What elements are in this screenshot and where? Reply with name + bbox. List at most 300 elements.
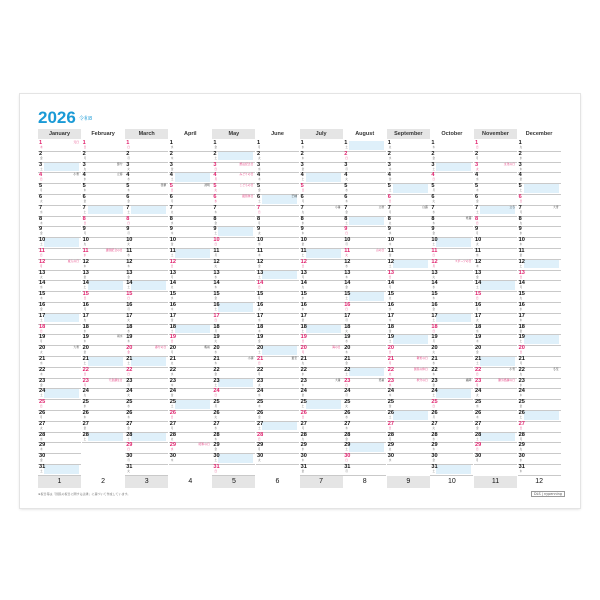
day-number: 22 xyxy=(300,366,307,373)
saturday-highlight xyxy=(393,411,428,420)
month-number-footer: 8 xyxy=(362,477,367,485)
weekday-label: 日 xyxy=(476,448,479,452)
day-number: 25 xyxy=(126,399,133,406)
day-number: 8 xyxy=(344,215,348,222)
day-number: 2 xyxy=(169,150,173,157)
seasonal-label: 冬至 xyxy=(552,366,559,371)
weekday-label: 水 xyxy=(301,221,305,225)
weekday-label: 火 xyxy=(388,372,392,376)
day-number: 27 xyxy=(387,420,395,427)
day-number: 21 xyxy=(169,356,177,362)
day-number: 3 xyxy=(387,161,391,168)
day-number: 22 xyxy=(169,366,177,373)
weekday-label: 木 xyxy=(432,146,435,149)
weekday-label: 水 xyxy=(127,178,130,182)
weekday-label: 火 xyxy=(432,426,435,430)
day-number: 29 xyxy=(300,442,307,449)
holiday-label: 秋分の日 xyxy=(416,377,428,382)
weekday-label: 水 xyxy=(214,275,217,279)
weekday-label: 木 xyxy=(170,383,174,387)
day-number: 16 xyxy=(213,302,220,308)
weekday-label: 日 xyxy=(388,200,392,203)
weekday-label: 日 xyxy=(258,210,261,214)
weekday-label: 金 xyxy=(258,340,261,344)
day-number: 28 xyxy=(257,431,264,438)
weekday-label: 火 xyxy=(476,394,479,398)
weekday-label: 日 xyxy=(388,351,392,355)
weekday-label: 金 xyxy=(301,470,305,473)
weekday-label: 日 xyxy=(301,416,305,419)
saturday-highlight xyxy=(88,357,123,366)
day-number: 18 xyxy=(518,323,525,330)
day-number: 30 xyxy=(344,453,351,460)
day-cell[interactable] xyxy=(300,464,343,476)
weekday-label: 金 xyxy=(127,200,130,203)
weekday-label: 月 xyxy=(83,383,87,387)
weekday-label: 月 xyxy=(40,189,43,193)
saturday-highlight xyxy=(349,141,384,150)
day-number: 23 xyxy=(39,377,46,384)
weekday-label: 木 xyxy=(519,318,523,322)
day-number: 2 xyxy=(82,150,86,157)
day-cell[interactable] xyxy=(474,453,517,465)
weekday-label: 金 xyxy=(301,167,305,171)
day-number: 17 xyxy=(300,312,307,319)
day-number: 25 xyxy=(169,399,177,406)
day-number: 2 xyxy=(300,150,304,157)
saturday-highlight xyxy=(393,260,428,269)
weekday-label: 土 xyxy=(170,254,174,257)
weekday-label: 水 xyxy=(258,318,261,322)
weekday-label: 日 xyxy=(345,459,348,463)
month-column-august xyxy=(343,129,386,490)
day-number: 28 xyxy=(431,431,438,438)
day-number: 15 xyxy=(126,291,133,298)
weekday-label: 火 xyxy=(83,167,87,171)
day-number: 24 xyxy=(126,388,133,395)
day-number: 6 xyxy=(431,194,435,200)
month-number-footer: 7 xyxy=(300,476,343,488)
day-number: 24 xyxy=(213,388,220,395)
weekday-label: 金 xyxy=(388,178,392,182)
day-number: 14 xyxy=(387,280,395,287)
weekday-label: 木 xyxy=(519,243,523,247)
weekday-label: 土 xyxy=(388,416,392,419)
day-number: 20 xyxy=(344,345,351,352)
weekday-label: 日 xyxy=(301,264,305,268)
day-number: 27 xyxy=(126,420,133,427)
day-number: 17 xyxy=(213,312,220,319)
day-number: 25 xyxy=(39,399,46,406)
weekday-label: 火 xyxy=(519,448,523,452)
weekday-label: 土 xyxy=(258,426,261,430)
day-number: 23 xyxy=(475,377,482,384)
day-number: 20 xyxy=(387,345,395,352)
weekday-label: 土 xyxy=(214,459,217,463)
day-number: 26 xyxy=(387,410,395,416)
month-name: July xyxy=(300,129,343,139)
weekday-label: 金 xyxy=(432,232,435,236)
day-number: 15 xyxy=(344,291,351,298)
weekday-label: 土 xyxy=(170,178,174,182)
month-name: March xyxy=(125,129,168,139)
weekday-label: 日 xyxy=(519,275,523,279)
weekday-label: 月 xyxy=(476,459,479,463)
weekday-label: 月 xyxy=(127,308,130,311)
weekday-label: 日 xyxy=(258,362,261,365)
weekday-label: 木 xyxy=(258,405,261,409)
day-number: 11 xyxy=(126,248,133,254)
weekday-label: 土 xyxy=(432,243,435,247)
weekday-label: 火 xyxy=(519,221,523,225)
weekday-label: 火 xyxy=(83,243,87,247)
weekday-label: 金 xyxy=(345,210,348,214)
day-number: 14 xyxy=(82,280,89,287)
day-number: 19 xyxy=(475,334,482,341)
saturday-highlight xyxy=(44,238,79,247)
day-number: 29 xyxy=(475,442,482,449)
weekday-label: 日 xyxy=(476,146,479,149)
weekday-label: 木 xyxy=(476,264,479,268)
weekday-label: 木 xyxy=(40,146,43,149)
day-number: 13 xyxy=(39,269,46,276)
day-cell[interactable] xyxy=(256,453,299,465)
weekday-label: 木 xyxy=(432,221,435,225)
saturday-highlight xyxy=(44,389,79,398)
weekday-label: 月 xyxy=(432,340,435,344)
weekday-label: 木 xyxy=(127,264,130,268)
day-number: 27 xyxy=(257,420,264,427)
day-number: 11 xyxy=(39,248,45,254)
day-cell[interactable] xyxy=(387,453,430,465)
day-number: 23 xyxy=(82,377,89,384)
day-number: 9 xyxy=(475,226,479,233)
saturday-highlight xyxy=(44,465,79,474)
weekday-label: 金 xyxy=(432,383,435,387)
weekday-label: 月 xyxy=(83,308,87,311)
weekday-label: 火 xyxy=(83,394,87,398)
day-number: 13 xyxy=(213,269,220,276)
weekday-label: 日 xyxy=(301,189,305,193)
day-number: 31 xyxy=(431,464,438,470)
weekday-label: 火 xyxy=(83,318,87,322)
day-number: 8 xyxy=(169,215,173,222)
day-number: 23 xyxy=(387,377,395,384)
weekday-label: 日 xyxy=(83,146,87,149)
weekday-label: 木 xyxy=(258,254,261,257)
weekday-label: 水 xyxy=(258,243,261,247)
day-number: 15 xyxy=(431,291,438,298)
day-number: 16 xyxy=(169,302,177,308)
saturday-highlight xyxy=(524,335,559,344)
day-number: 18 xyxy=(39,323,46,330)
weekday-label: 水 xyxy=(170,146,174,149)
weekday-label: 水 xyxy=(301,372,305,376)
day-number: 6 xyxy=(213,194,217,200)
weekday-label: 金 xyxy=(214,146,217,149)
weekday-label: 土 xyxy=(83,286,87,290)
weekday-label: 木 xyxy=(432,372,435,376)
day-number: 20 xyxy=(475,345,482,352)
weekday-label: 月 xyxy=(170,200,174,203)
weekday-label: 火 xyxy=(214,340,217,344)
day-number: 21 xyxy=(257,356,264,362)
weekday-label: 金 xyxy=(519,254,523,257)
weekday-label: 金 xyxy=(301,318,305,322)
day-number: 10 xyxy=(257,237,264,244)
day-number: 27 xyxy=(82,420,89,427)
weekday-label: 火 xyxy=(170,286,174,290)
day-number: 3 xyxy=(169,161,173,168)
weekday-label: 火 xyxy=(388,146,392,149)
weekday-label: 土 xyxy=(214,308,217,311)
day-number: 17 xyxy=(169,312,177,319)
day-number: 29 xyxy=(39,442,46,449)
weekday-label: 水 xyxy=(476,254,479,257)
month-name: April xyxy=(184,131,197,137)
day-number: 16 xyxy=(300,302,307,308)
weekday-label: 金 xyxy=(127,426,130,430)
weekday-label: 日 xyxy=(519,426,523,430)
day-number: 19 xyxy=(431,334,438,341)
day-number: 17 xyxy=(344,312,351,319)
seasonal-label: 白露 xyxy=(422,204,428,209)
day-number: 10 xyxy=(213,237,220,244)
day-number: 4 xyxy=(300,172,304,179)
day-number: 22 xyxy=(431,366,438,373)
day-cell[interactable] xyxy=(38,464,81,476)
seasonal-label: 立秋 xyxy=(378,204,385,209)
day-cell[interactable] xyxy=(430,464,473,476)
day-number: 24 xyxy=(39,388,46,395)
weekday-label: 木 xyxy=(258,329,261,333)
day-number: 9 xyxy=(126,226,130,233)
day-number: 10 xyxy=(126,237,133,244)
saturday-highlight xyxy=(218,152,253,161)
day-number: 24 xyxy=(344,388,351,395)
weekday-label: 日 xyxy=(388,275,392,279)
weekday-label: 火 xyxy=(519,297,523,301)
day-number: 11 xyxy=(518,248,525,254)
weekday-label: 土 xyxy=(258,351,261,355)
weekday-label: 土 xyxy=(83,210,87,214)
day-number: 6 xyxy=(300,194,304,200)
weekday-label: 火 xyxy=(170,437,174,441)
weekday-label: 金 xyxy=(476,200,479,203)
day-number: 6 xyxy=(475,194,479,200)
day-number: 30 xyxy=(475,453,482,460)
day-number: 27 xyxy=(39,420,46,427)
day-number: 2 xyxy=(344,150,348,157)
weekday-label: 月 xyxy=(519,362,523,365)
day-number: 15 xyxy=(387,291,395,298)
holiday-label: 勤労感謝の日 xyxy=(498,377,515,382)
weekday-label: 木 xyxy=(388,243,392,247)
day-number: 3 xyxy=(257,161,261,168)
weekday-label: 金 xyxy=(214,372,217,376)
weekday-label: 火 xyxy=(388,448,392,452)
day-number: 4 xyxy=(213,172,217,179)
weekday-label: 金 xyxy=(258,264,261,268)
saturday-highlight xyxy=(524,411,559,420)
saturday-highlight xyxy=(218,379,253,388)
weekday-label: 火 xyxy=(345,254,348,257)
day-cell[interactable] xyxy=(343,464,386,476)
day-number: 25 xyxy=(475,399,482,406)
weekday-label: 土 xyxy=(345,448,348,452)
saturday-highlight xyxy=(175,400,210,409)
holiday-label: 春分の日 xyxy=(154,345,167,350)
weekday-label: 水 xyxy=(40,286,43,290)
weekday-label: 金 xyxy=(127,351,130,355)
holiday-label: 建国記念の日 xyxy=(105,248,123,252)
day-number: 1 xyxy=(257,140,261,146)
weekday-label: 木 xyxy=(127,340,130,344)
day-number: 14 xyxy=(431,280,438,287)
weekday-label: 金 xyxy=(40,232,43,236)
weekday-label: 金 xyxy=(476,351,479,355)
weekday-label: 土 xyxy=(432,394,435,398)
day-number: 17 xyxy=(257,312,264,319)
day-number: 4 xyxy=(344,172,348,179)
weekday-label: 日 xyxy=(127,372,130,376)
month-name: November xyxy=(474,129,517,139)
day-cell[interactable] xyxy=(82,432,125,444)
day-number: 1 xyxy=(387,140,391,146)
day-number: 22 xyxy=(257,366,264,373)
saturday-highlight xyxy=(131,206,166,215)
day-number: 20 xyxy=(518,345,525,352)
weekday-label: 火 xyxy=(345,329,348,333)
day-number: 19 xyxy=(213,334,220,341)
day-number: 3 xyxy=(344,161,348,168)
weekday-label: 日 xyxy=(127,448,130,452)
day-number: 3 xyxy=(82,161,86,168)
day-number: 5 xyxy=(518,183,522,190)
weekday-label: 日 xyxy=(214,394,217,398)
weekday-label: 土 xyxy=(476,437,479,441)
weekday-label: 水 xyxy=(170,297,174,301)
weekday-label: 木 xyxy=(301,156,305,160)
weekday-label: 金 xyxy=(83,426,87,430)
day-number: 25 xyxy=(518,399,525,406)
saturday-highlight xyxy=(524,260,559,269)
day-number: 12 xyxy=(518,258,525,265)
weekday-label: 月 xyxy=(127,156,130,160)
day-cell[interactable] xyxy=(169,453,212,465)
day-number: 15 xyxy=(300,291,307,298)
day-number: 30 xyxy=(126,453,133,460)
weekday-label: 日 xyxy=(432,178,435,182)
day-number: 15 xyxy=(213,291,220,298)
seasonal-label: 立冬 xyxy=(509,204,515,209)
day-number: 30 xyxy=(431,453,438,460)
saturday-highlight xyxy=(262,346,297,355)
weekday-label: 月 xyxy=(127,232,130,236)
weekday-label: 月 xyxy=(170,426,174,430)
day-number: 28 xyxy=(82,431,89,438)
day-number: 18 xyxy=(213,323,220,330)
day-number: 28 xyxy=(475,431,482,438)
day-number: 19 xyxy=(518,334,525,341)
weekday-label: 日 xyxy=(170,189,174,193)
day-number: 15 xyxy=(475,291,482,298)
seasonal-label: 小雪 xyxy=(509,366,515,371)
month-column-march xyxy=(125,129,168,490)
day-number: 18 xyxy=(387,323,395,330)
seasonal-label: 小寒 xyxy=(73,172,79,177)
weekday-label: 水 xyxy=(40,437,43,441)
day-number: 30 xyxy=(257,453,264,460)
month-column-december xyxy=(518,129,561,490)
day-number: 28 xyxy=(39,431,46,438)
day-number: 21 xyxy=(126,356,133,362)
weekday-label: 土 xyxy=(301,405,305,409)
day-number: 26 xyxy=(518,410,525,416)
day-number: 6 xyxy=(82,194,86,200)
day-number: 26 xyxy=(431,410,438,416)
day-number: 29 xyxy=(126,442,133,449)
day-number: 16 xyxy=(387,302,395,308)
weekday-label: 火 xyxy=(519,372,523,376)
day-cell[interactable] xyxy=(125,464,168,476)
day-number: 15 xyxy=(39,291,46,298)
weekday-label: 水 xyxy=(519,156,523,160)
weekday-label: 水 xyxy=(214,200,217,203)
day-number: 1 xyxy=(300,140,304,146)
weekday-label: 月 xyxy=(476,156,479,160)
weekday-label: 火 xyxy=(40,200,43,203)
day-number: 28 xyxy=(126,431,133,438)
day-number: 15 xyxy=(257,291,264,298)
weekday-label: 日 xyxy=(345,308,348,311)
weekday-label: 月 xyxy=(301,275,305,279)
day-number: 8 xyxy=(300,215,304,222)
weekday-label: 木 xyxy=(214,286,217,290)
day-number: 11 xyxy=(82,248,89,254)
weekday-label: 日 xyxy=(40,405,43,409)
day-number: 8 xyxy=(387,215,391,222)
day-number: 4 xyxy=(431,172,435,179)
weekday-label: 火 xyxy=(40,351,43,355)
weekday-label: 木 xyxy=(519,394,523,398)
holiday-label: 振替休日 xyxy=(242,194,254,198)
holiday-label: 文化の日 xyxy=(503,161,515,166)
weekday-label: 水 xyxy=(83,329,87,333)
day-number: 12 xyxy=(39,258,46,265)
day-number: 30 xyxy=(300,453,307,460)
day-number: 25 xyxy=(431,399,438,406)
weekday-label: 木 xyxy=(345,275,348,279)
weekday-label: 土 xyxy=(388,264,392,268)
day-cell[interactable] xyxy=(212,464,255,476)
weekday-label: 水 xyxy=(345,264,348,268)
day-cell[interactable] xyxy=(518,464,561,476)
weekday-label: 金 xyxy=(432,459,435,463)
month-number-footer: 6 xyxy=(275,477,280,485)
day-number: 29 xyxy=(518,442,525,449)
weekday-label: 土 xyxy=(83,437,87,441)
day-number: 29 xyxy=(344,442,351,449)
weekday-label: 木 xyxy=(40,448,43,452)
weekday-label: 日 xyxy=(170,416,174,419)
day-number: 13 xyxy=(257,269,264,276)
saturday-highlight xyxy=(88,281,123,290)
saturday-highlight xyxy=(306,173,341,182)
weekday-label: 火 xyxy=(345,178,348,182)
day-number: 12 xyxy=(431,258,438,265)
weekday-label: 日 xyxy=(40,178,43,182)
